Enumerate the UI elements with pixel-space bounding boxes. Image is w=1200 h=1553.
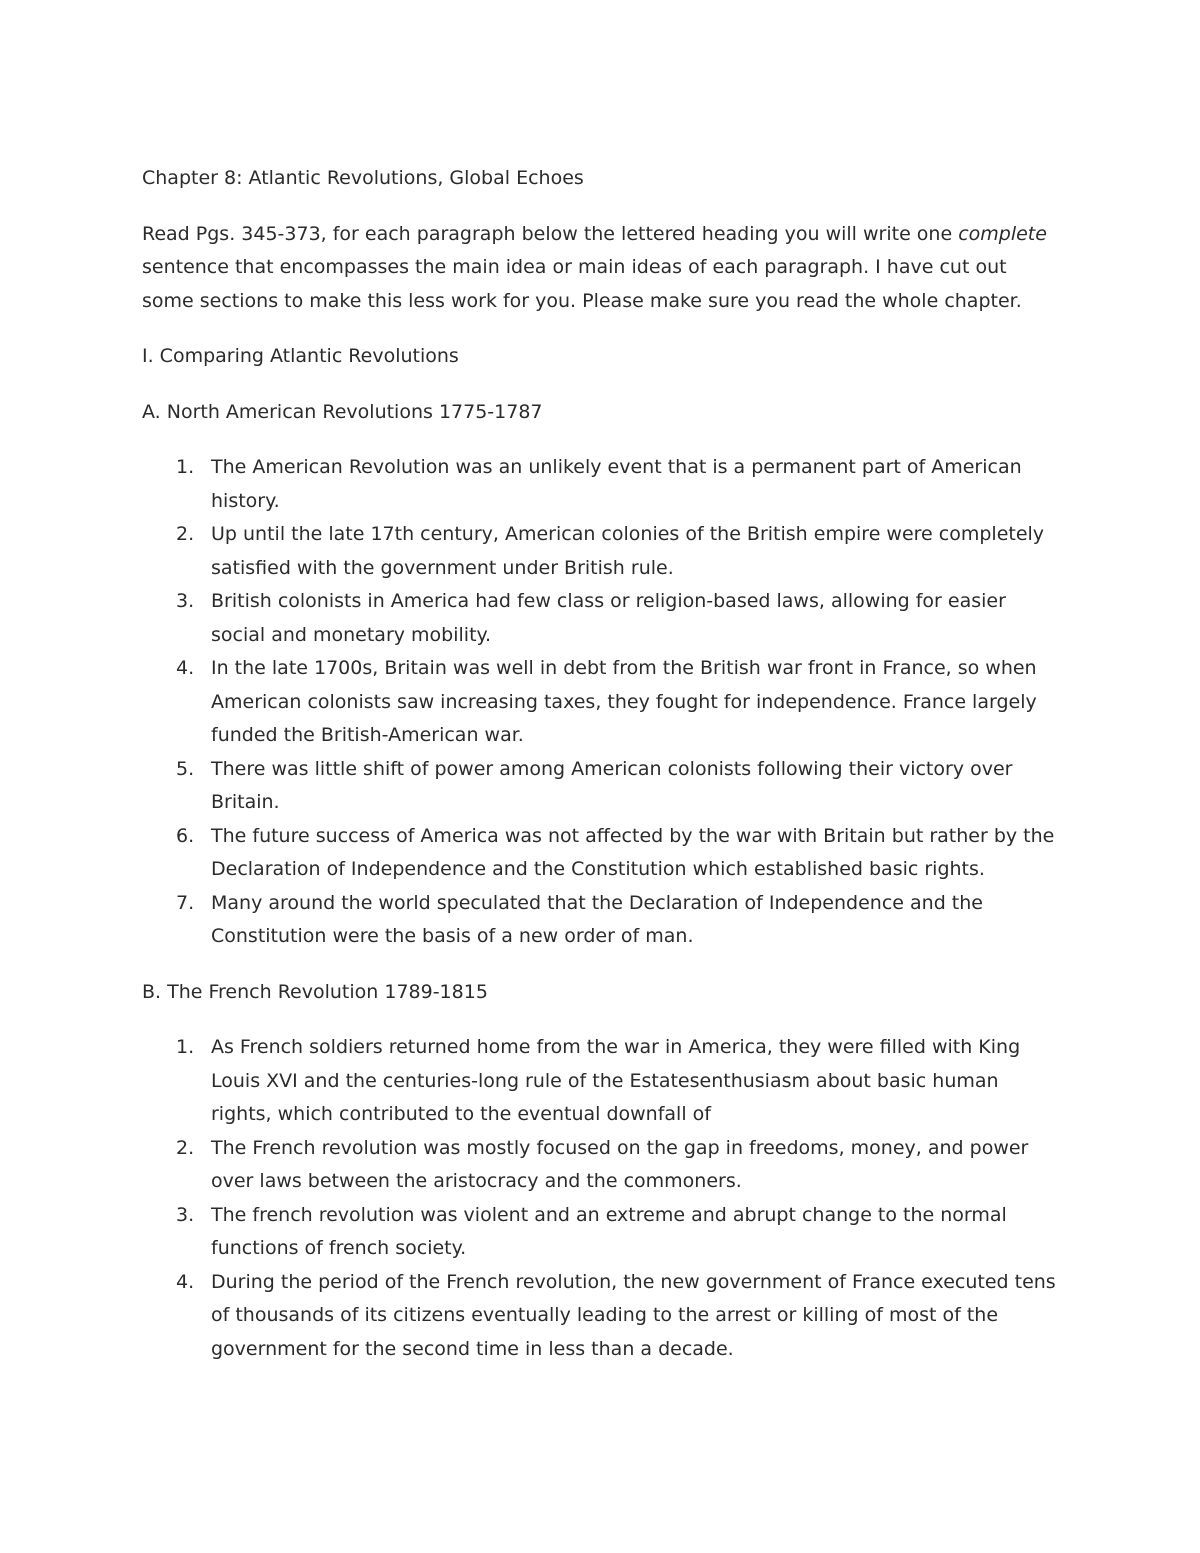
chapter-title: Chapter 8: Atlantic Revolutions, Global Echoes: [142, 167, 584, 189]
list-item-text: The French revolution was mostly focused on the gap in freedoms, money, and power over laws between the aristocracy and the commoners.: [211, 1136, 1029, 1192]
list-item: [142, 753, 1062, 820]
list-item-number: 7.: [176, 891, 195, 914]
list-item-number: 6.: [176, 824, 195, 847]
list-item-number: 2.: [176, 523, 195, 545]
list-item-number: 2.: [176, 1136, 195, 1159]
list-french-revolution: [142, 1031, 1062, 1366]
list-north-american-revolutions: [142, 451, 1062, 954]
list-item-text: The American Revolution was an unlikely event that is a permanent part of American history.: [211, 456, 1022, 512]
section-heading: I. Comparing Atlantic Revolutions: [142, 345, 459, 367]
list-item-text: The french revolution was violent and an extreme and abrupt change to the normal functions of french society.: [211, 1203, 1007, 1259]
list-item-number: 4.: [176, 1270, 195, 1293]
subsection-heading-b: B. The French Revolution 1789-1815: [142, 980, 488, 1003]
list-item: [142, 887, 1062, 954]
list-item-text: The future success of America was not affected by the war with Britain but rather by the Declaration of Independence and the Constitution which established basic rights.: [211, 824, 1055, 880]
list-item: [142, 1132, 1062, 1199]
instructions-emphasis: complete: [958, 222, 1047, 245]
list-item: [142, 1199, 1062, 1266]
list-item-text: Up until the late 17th century, American colonies of the British empire were completely satisfied with the government under British rule.: [211, 523, 1045, 579]
list-item: [142, 1266, 1062, 1367]
list-item: [142, 1031, 1062, 1132]
list-item-number: 5.: [176, 757, 195, 780]
list-item: [142, 518, 1062, 585]
list-item-text: There was little shift of power among American colonists following their victory over Britain.: [211, 757, 1013, 813]
list-item-number: 4.: [176, 657, 195, 679]
list-item-number: 1.: [176, 456, 195, 478]
instructions-paragraph: [142, 218, 1062, 319]
list-item: [142, 451, 1062, 518]
subsection-heading-a: A. North American Revolutions 1775-1787: [142, 400, 543, 423]
list-item: [142, 820, 1062, 887]
instructions-text-end: sentence that encompasses the main idea or main ideas of each paragraph. I have cut out some sections to make this less work for you. Please make sure you read the whole chapter.: [142, 256, 1022, 312]
list-item-text: As French soldiers returned home from the war in America, they were filled with King Louis XVI and the centuries-long rule of the Estatesenthusiasm about basic human rights, which contributed to the eventual downfall of: [211, 1036, 1021, 1125]
list-item-number: 1.: [176, 1036, 195, 1058]
list-item-number: 3.: [176, 590, 195, 612]
list-item-text: During the period of the French revolution, the new government of France executed tens of thousands of its citizens eventually leading to the arrest or killing of most of the government for the second time in less than a decade.: [211, 1270, 1056, 1360]
document-page: [142, 162, 1062, 1388]
instructions-text-start: Read Pgs. 345-373, for each paragraph below the lettered heading you will write one: [142, 222, 959, 245]
list-item: [142, 652, 1062, 753]
list-item-text: In the late 1700s, Britain was well in debt from the British war front in France, so when American colonists saw increasing taxes, they fought for independence. France largely funded the British-American war.: [211, 657, 1037, 746]
list-item-text: Many around the world speculated that the Declaration of Independence and the Constitution were the basis of a new order of man.: [211, 891, 983, 947]
list-item-text: British colonists in America had few class or religion-based laws, allowing for easier social and monetary mobility.: [211, 590, 1006, 646]
list-item: [142, 585, 1062, 652]
list-item-number: 3.: [176, 1203, 195, 1226]
